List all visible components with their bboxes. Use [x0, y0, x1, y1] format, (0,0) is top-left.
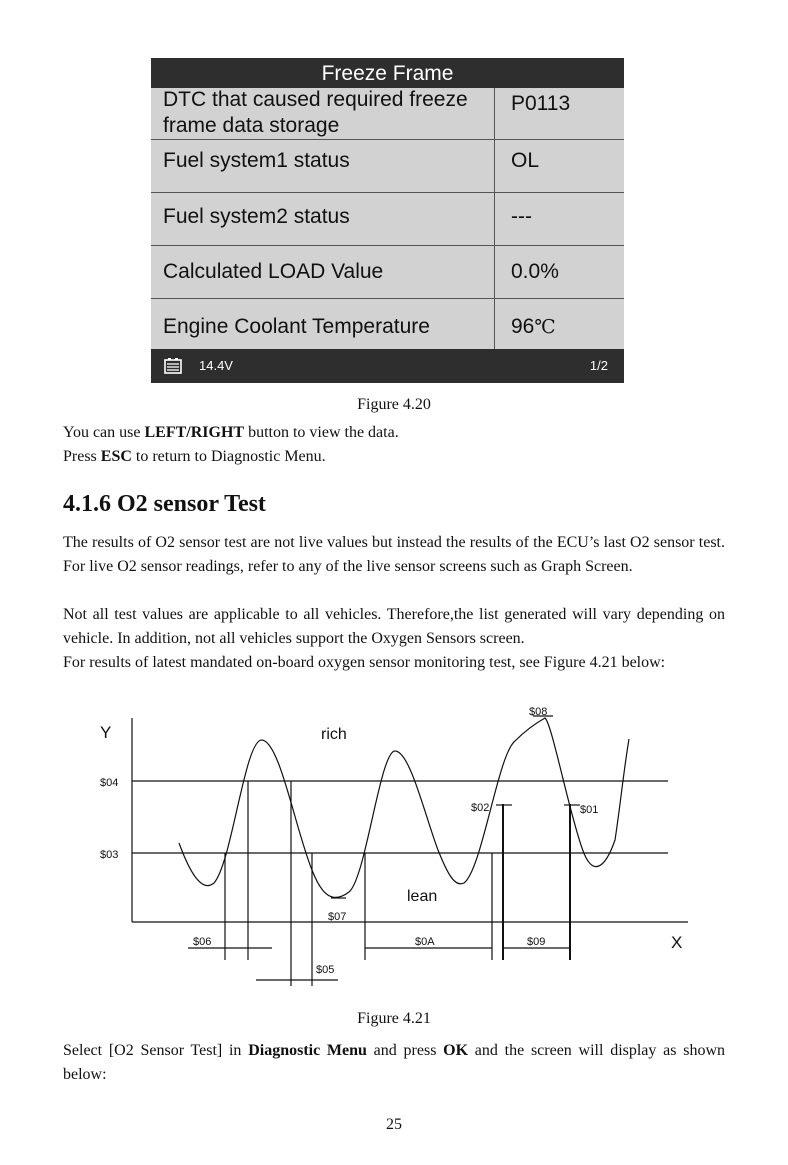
row-label: Fuel system2 status [163, 205, 350, 228]
label-05: $05 [316, 964, 335, 976]
label-07: $07 [328, 911, 347, 923]
lean-label: lean [407, 888, 438, 905]
row-value: OL [511, 149, 540, 172]
freeze-row [151, 193, 624, 246]
label-01: $01 [580, 804, 599, 816]
label-09: $09 [527, 936, 546, 948]
freeze-row [151, 140, 624, 193]
figure-caption: Figure 4.21 [357, 1010, 431, 1027]
paragraph: Press ESC to return to Diagnostic Menu. [63, 448, 326, 465]
x-axis-label: X [671, 933, 683, 952]
paragraph: Not all test values are applicable to all vehicles. Therefore,the list generated will vary depending on vehicle. In addition, not all vehicles support the Oxygen Sensors screen. [63, 606, 725, 647]
voltage-readout: 14.4V [199, 358, 233, 373]
row-label: Calculated LOAD Value [163, 260, 384, 283]
page-number: 25 [386, 1116, 402, 1133]
row-value: 0.0% [511, 260, 559, 283]
rich-label: rich [321, 726, 347, 743]
label-06: $06 [193, 936, 212, 948]
freeze-row [151, 299, 624, 349]
label-04: $04 [100, 777, 119, 789]
label-0a: $0A [415, 936, 435, 948]
freeze-frame-screen [151, 58, 624, 383]
row-label: Fuel system1 status [163, 149, 350, 172]
battery-icon [164, 357, 182, 374]
section-heading: 4.1.6 O2 sensor Test [63, 491, 266, 517]
freeze-row [151, 246, 624, 299]
y-axis-label: Y [100, 723, 112, 742]
screen-title: Freeze Frame [151, 58, 624, 88]
label-02: $02 [471, 802, 490, 814]
page-indicator: 1/2 [589, 358, 608, 373]
row-label: Engine Coolant Temperature [163, 315, 430, 338]
label-03: $03 [100, 849, 119, 861]
figure-caption: Figure 4.20 [357, 396, 431, 413]
paragraph: For results of latest mandated on-board oxygen sensor monitoring test, see Figure 4.21 below: [63, 654, 666, 671]
o2-waveform [179, 718, 629, 897]
row-value: 96℃ [511, 315, 556, 338]
row-label: DTC that caused required freeze [163, 88, 468, 111]
o2-sensor-diagram [90, 698, 700, 998]
paragraph: Select [O2 Sensor Test] in Diagnostic Menu and press OK and the screen will display as shown below: [63, 1042, 726, 1083]
label-08: $08 [529, 706, 548, 718]
row-value: P0113 [511, 92, 571, 115]
paragraph: You can use LEFT/RIGHT button to view the data. [63, 424, 399, 441]
paragraph: The results of O2 sensor test are not live values but instead the results of the ECU’s last O2 sensor test. For live O2 sensor readings, refer to any of the live sensor screens such as Graph Screen. [63, 534, 725, 575]
row-value: --- [511, 205, 532, 228]
row-label: frame data storage [163, 114, 340, 137]
freeze-row [151, 88, 624, 140]
status-bar [151, 349, 624, 383]
column-divider [494, 88, 495, 349]
